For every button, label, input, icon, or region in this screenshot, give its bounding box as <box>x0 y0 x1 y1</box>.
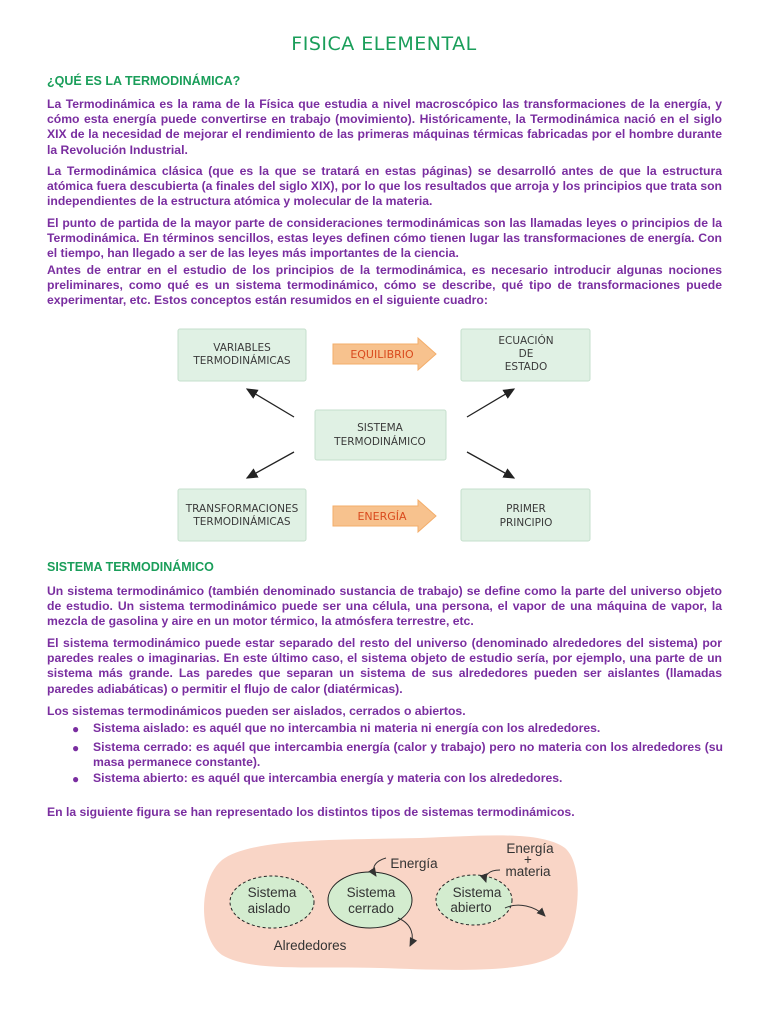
connector-arrow-down-right <box>467 452 514 478</box>
section-heading-sistema: SISTEMA TERMODINÁMICO <box>47 560 214 574</box>
paragraph-intro: La Termodinámica es la rama de la Física que estudia a nivel macroscópico las transformaciones de la energía, y cómo esta energía puede convertirse en trabajo (movimiento). Históricamente, la Termodinámica nació en el siglo XIX de la necesidad de mejorar el rendimiento de las primeras máquinas térmicas fabricadas por el hombre durante la Revolución Industrial. <box>47 97 722 157</box>
system-aislado-line1: Sistema <box>247 885 297 900</box>
system-cerrado-line2: cerrado <box>348 901 394 916</box>
box-sistema-termodinamico <box>315 410 446 460</box>
box-transformaciones-termodinamicas <box>178 489 306 541</box>
paragraph-paredes: El sistema termodinámico puede estar separado del resto del universo (denominado alrededores del sistema) por paredes reales o imaginarias. En este último caso, el sistema objeto de estudio sería, por ejemplo, una parte de un sistema más grande. Las paredes que separan un sistema de sus alrededores pueden ser aislantes (llamadas paredes adiabáticas) o permitir el flujo de calor (diatérmicas). <box>47 636 722 696</box>
system-cerrado-line1: Sistema <box>346 885 396 900</box>
paragraph-leyes: El punto de partida de la mayor parte de consideraciones termodinámicas son las llamadas leyes o principios de la Termodinámica. En términos sencillos, estas leyes definen cómo tienen lugar las transformaciones de energía. Con el tiempo, han llegado a ser de las leyes más importantes de la ciencia. <box>47 216 722 261</box>
paragraph-clasica: La Termodinámica clásica (que es la que se tratará en estas páginas) se desarrolló antes de que la estructura atómica fuera descubierta (a finales del siglo XIX), por lo que los resultados que arroja y los principios que trata son independientes de la estructura atómica y molecular de la materia. <box>47 164 722 209</box>
box-sistema-line1: SISTEMA <box>357 422 403 434</box>
box-primer-line2: PRINCIPIO <box>499 517 553 529</box>
box-transf-line1: TRANSFORMACIONES <box>185 503 299 515</box>
label-energia-materia-line3: materia <box>505 864 551 879</box>
paragraph-tipos: Los sistemas termodinámicos pueden ser aislados, cerrados o abiertos. <box>47 704 466 718</box>
box-sistema-line2: TERMODINÁMICO <box>334 436 426 448</box>
label-alrededores: Alrededores <box>273 938 347 953</box>
bullet-glyph: ● <box>72 772 80 786</box>
paragraph-sistema-def: Un sistema termodinámico (también denominado sustancia de trabajo) se define como la parte del universo objeto de estudio. Un sistema termodinámico puede ser una célula, una persona, el vapor de una máquina de vapor, la mezcla de gasolina y aire en un motor térmico, la atmósfera terrestre, etc. <box>47 584 722 629</box>
label-energia: Energía <box>390 856 438 871</box>
box-transf-line2: TERMODINÁMICAS <box>193 516 291 528</box>
bullet-glyph: ● <box>72 722 80 736</box>
arrow-energia <box>333 500 436 532</box>
box-variables-line2: TERMODINÁMICAS <box>193 355 291 367</box>
paragraph-nociones: Antes de entrar en el estudio de los principios de la termodinámica, es necesario introducir algunas nociones preliminares, como qué es un sistema termodinámico, cómo se describe, qué tipo de transformaciones puede experimentar, etc. Estos conceptos están resumidos en el siguiente cuadro: <box>47 263 722 308</box>
arrow-equilibrio <box>333 338 436 370</box>
list-item-aislado: Sistema aislado: es aquél que no intercambia ni materia ni energía con los alrededores. <box>93 721 601 735</box>
box-variables-termodinamicas <box>178 329 306 381</box>
list-item-abierto: Sistema abierto: es aquél que intercambia energía y materia con los alrededores. <box>93 771 563 785</box>
label-energia-materia-line1: Energía <box>506 841 554 856</box>
system-abierto-line1: Sistema <box>452 885 502 900</box>
connector-arrow-up-right <box>467 389 514 417</box>
list-item-cerrado: Sistema cerrado: es aquél que intercambia energía (calor y trabajo) pero no materia con los alrededores (su masa permanece constante). <box>93 740 723 770</box>
bullet-glyph: ● <box>72 741 80 755</box>
page-title: FISICA ELEMENTAL <box>291 33 477 55</box>
paragraph-figura: En la siguiente figura se han representado los distintos tipos de sistemas termodinámicos. <box>47 805 575 819</box>
box-ecuacion-line2: DE <box>518 348 534 360</box>
connector-arrow-up-left <box>247 389 294 417</box>
connector-arrow-down-left <box>247 452 294 478</box>
box-ecuacion-line3: ESTADO <box>504 361 548 373</box>
system-cerrado <box>328 872 412 928</box>
arrow-energia-label: ENERGÍA <box>357 510 407 523</box>
box-variables-line1: VARIABLES <box>213 342 271 354</box>
system-aislado-line2: aislado <box>247 901 291 916</box>
box-ecuacion-line1: ECUACIÓN <box>498 335 554 347</box>
box-primer-principio <box>461 489 590 541</box>
box-primer-line1: PRIMER <box>506 503 546 515</box>
section-heading-termodinamica: ¿QUÉ ES LA TERMODINÁMICA? <box>47 74 241 88</box>
box-ecuacion-de-estado <box>461 329 590 381</box>
arrow-equilibrio-label: EQUILIBRIO <box>350 348 414 361</box>
systems-diagram <box>204 835 578 969</box>
label-energia-materia-line2: + <box>524 852 532 867</box>
system-abierto-line2: abierto <box>450 900 492 915</box>
